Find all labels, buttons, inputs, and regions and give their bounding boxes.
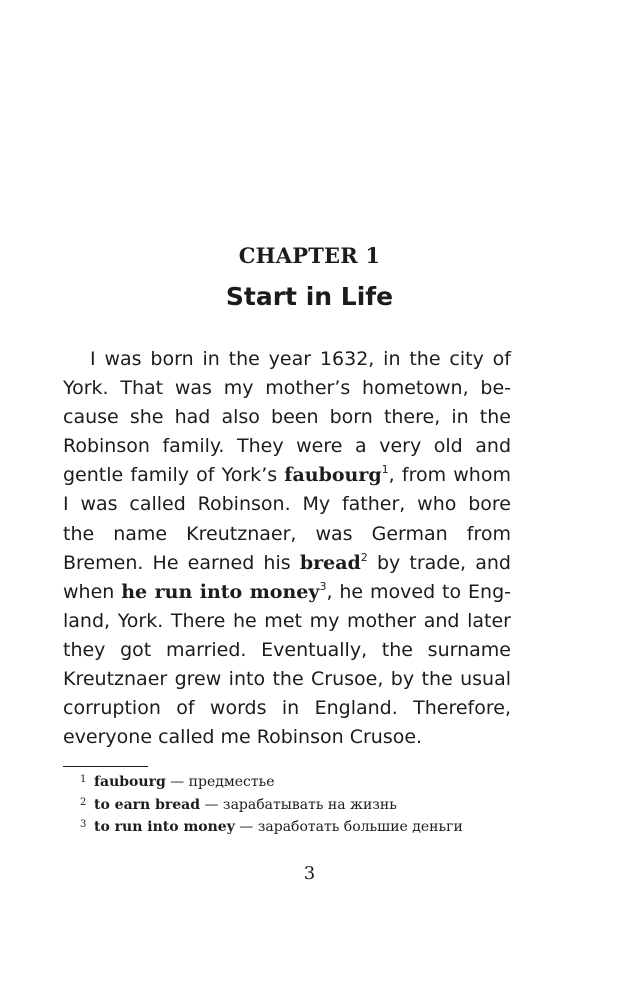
glossary-term: he run into money [121,580,320,603]
text-segment: by trade, and [367,551,511,574]
footnote-term: to earn bread [94,796,201,813]
footnote-ref: 1 [381,463,389,477]
text-line: corruption of words in England. Therefore, [63,697,511,720]
text-segment: gentle family of York’s [63,464,285,487]
glossary-term: faubourg [284,464,382,487]
text-line: everyone called me Robinson Crusoe. [63,726,423,749]
footnote-term: faubourg [94,774,166,790]
text-line [63,461,511,490]
text-segment: , from whom [388,464,511,487]
glossary-term: bread [299,551,361,574]
footnote-term: to run into money [94,819,235,835]
footnote [80,793,520,816]
footnote [80,770,520,793]
text-line: land, York. There he met my mother and later [63,609,511,632]
footnote-translation: — предместье [165,774,275,790]
footnote-number: 2 [80,796,87,808]
text-segment: when [63,580,122,603]
text-line: they got married. Eventually, the surname [63,638,511,661]
footnote-number: 1 [80,774,87,785]
text-line: York. That was my mother’s hometown, be- [63,377,511,400]
footnote-translation: — заработать большие деньги [234,819,463,835]
text-line [63,578,511,607]
footnote-translation: — зарабатывать на жизнь [200,796,397,813]
text-line: Kreutznaer grew into the Crusoe, by the usual [63,668,511,691]
chapter-title: Start in Life [225,282,394,311]
text-line: I was born in the year 1632, in the city of [90,348,511,370]
page-number: 3 [303,863,316,884]
footnote-ref: 2 [360,550,368,564]
text-segment: , he moved to Eng- [326,580,512,603]
text-line [63,549,511,578]
chapter-label: CHAPTER 1 [238,243,381,268]
footnote-divider [63,766,148,767]
text-line: cause she had also been born there, in the [63,406,511,429]
footnote-number: 3 [80,819,87,830]
footnote-ref: 3 [319,579,327,593]
footnote [80,815,520,838]
text-segment: Bremen. He earned his [63,551,300,574]
text-line: I was called Robinson. My father, who bore [63,493,511,516]
footnotes [80,770,520,838]
body-paragraph [63,345,511,752]
text-line: the name Kreutznaer, was German from [63,522,511,545]
text-line: Robinson family. They were a very old and [63,435,511,458]
